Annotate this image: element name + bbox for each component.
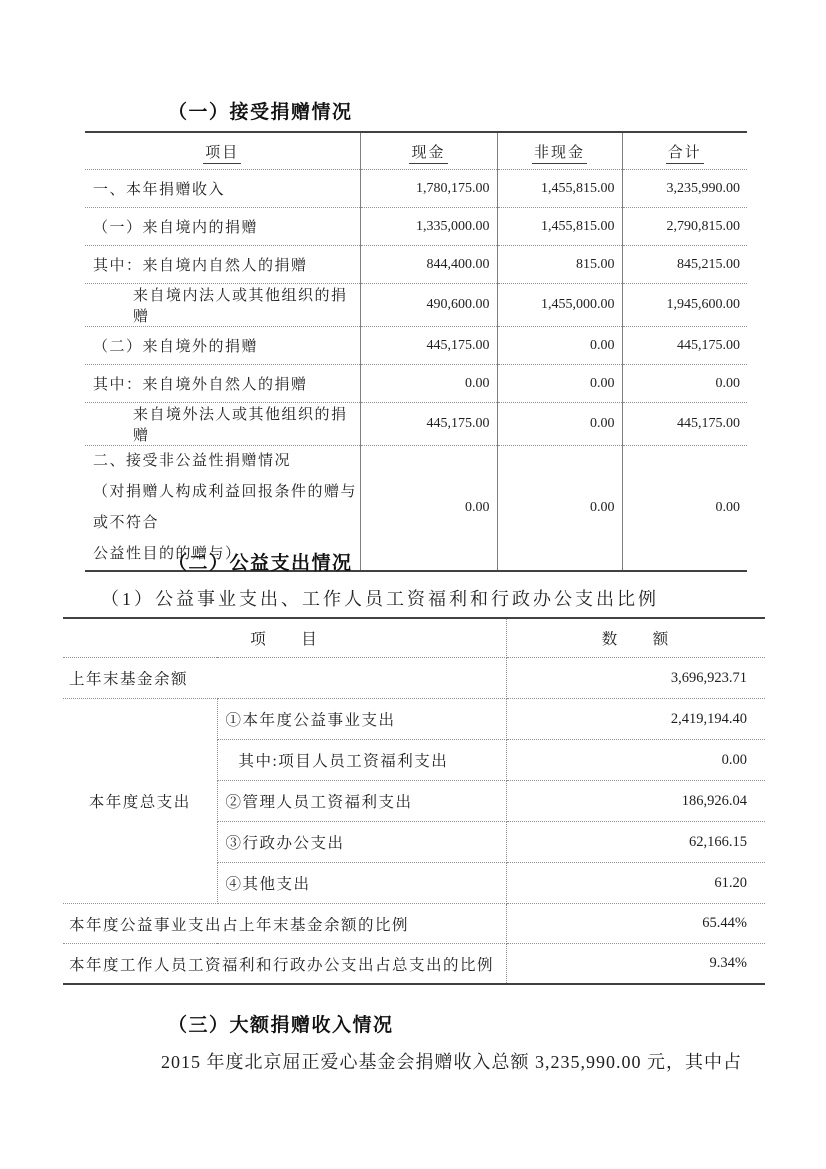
section3-paragraph: 2015 年度北京屈正爱心基金会捐赠收入总额 3,235,990.00 元，其中占 [161,1052,742,1072]
row-label: ②管理人员工资福利支出 [217,781,506,822]
row-label-line3: 公益性目的的赠与） [93,546,242,562]
header-total-cell [622,132,747,170]
cash-value: 445,175.00 [360,403,497,446]
row-label: （二）来自境外的捐赠 [85,327,360,365]
expenditure-header-row [63,618,765,658]
header-item-label: 项目 [203,145,241,164]
row-label: （一）来自境内的捐赠 [85,208,360,246]
table-row [85,327,747,365]
table-row [85,246,747,284]
total-value: 845,215.00 [622,246,747,284]
header-total-label: 合计 [666,145,704,164]
row-label: 其中:项目人员工资福利支出 [217,740,506,781]
section3-title: （三）大额捐赠收入情况 [168,1015,394,1036]
cash-value: 1,335,000.00 [360,208,497,246]
row-label: 其中：来自境外自然人的捐赠 [85,365,360,403]
header-noncash-cell [497,132,622,170]
row-label: 本年度公益事业支出占上年末基金余额的比例 [63,904,506,944]
amount-value: 62,166.15 [506,822,765,863]
section2-title: （二）公益支出情况 [168,553,353,574]
header-item-label: 项 目 [63,618,506,658]
total-value: 0.00 [622,365,747,403]
table-row [63,944,765,985]
cash-value: 0.00 [360,446,497,572]
group-label-total-expenditure: 本年度总支出 [63,699,217,904]
row-label: ③行政办公支出 [217,822,506,863]
noncash-value: 0.00 [497,365,622,403]
header-cash-cell [360,132,497,170]
amount-value: 186,926.04 [506,781,765,822]
header-cash-label: 现金 [409,145,447,164]
noncash-value: 815.00 [497,246,622,284]
row-label: 来自境内法人或其他组织的捐赠 [85,284,360,327]
row-label: ④其他支出 [217,863,506,904]
total-value: 2,790,815.00 [622,208,747,246]
noncash-value: 1,455,815.00 [497,170,622,208]
header-amount-label: 数 额 [506,618,765,658]
cash-value: 0.00 [360,365,497,403]
amount-value: 65.44% [506,904,765,944]
header-item-cell [85,132,360,170]
section2-subtitle: （1）公益事业支出、工作人员工资福利和行政办公支出比例 [101,589,659,609]
row-label: ①本年度公益事业支出 [217,699,506,740]
amount-value: 2,419,194.40 [506,699,765,740]
amount-value: 9.34% [506,944,765,985]
donation-table-header-row [85,132,747,170]
row-label-line2: （对捐赠人构成利益回报条件的赠与或不符合 [93,484,358,531]
amount-value: 61.20 [506,863,765,904]
noncash-value: 0.00 [497,403,622,446]
cash-value: 490,600.00 [360,284,497,327]
table-row [63,904,765,944]
cash-value: 1,780,175.00 [360,170,497,208]
row-label: 本年度工作人员工资福利和行政办公支出占总支出的比例 [63,944,506,985]
header-noncash-label: 非现金 [532,145,587,164]
row-label: 上年末基金余额 [63,658,506,699]
table-row [63,699,765,740]
table-row [85,403,747,446]
table-row [85,365,747,403]
donation-table [85,131,747,572]
total-value: 445,175.00 [622,327,747,365]
table-row [85,208,747,246]
table-row [85,284,747,327]
table-row [63,658,765,699]
amount-value: 3,696,923.71 [506,658,765,699]
total-value: 0.00 [622,446,747,572]
row-label: 一、本年捐赠收入 [85,170,360,208]
cash-value: 844,400.00 [360,246,497,284]
row-label: 来自境外法人或其他组织的捐赠 [85,403,360,446]
amount-value: 0.00 [506,740,765,781]
expenditure-table [63,617,765,985]
total-value: 1,945,600.00 [622,284,747,327]
total-value: 445,175.00 [622,403,747,446]
noncash-value: 0.00 [497,327,622,365]
noncash-value: 0.00 [497,446,622,572]
row-label: 其中：来自境内自然人的捐赠 [85,246,360,284]
section1-title: （一）接受捐赠情况 [168,102,353,123]
noncash-value: 1,455,000.00 [497,284,622,327]
cash-value: 445,175.00 [360,327,497,365]
table-row [85,170,747,208]
noncash-value: 1,455,815.00 [497,208,622,246]
row-label-line1: 二、接受非公益性捐赠情况 [93,453,292,469]
total-value: 3,235,990.00 [622,170,747,208]
